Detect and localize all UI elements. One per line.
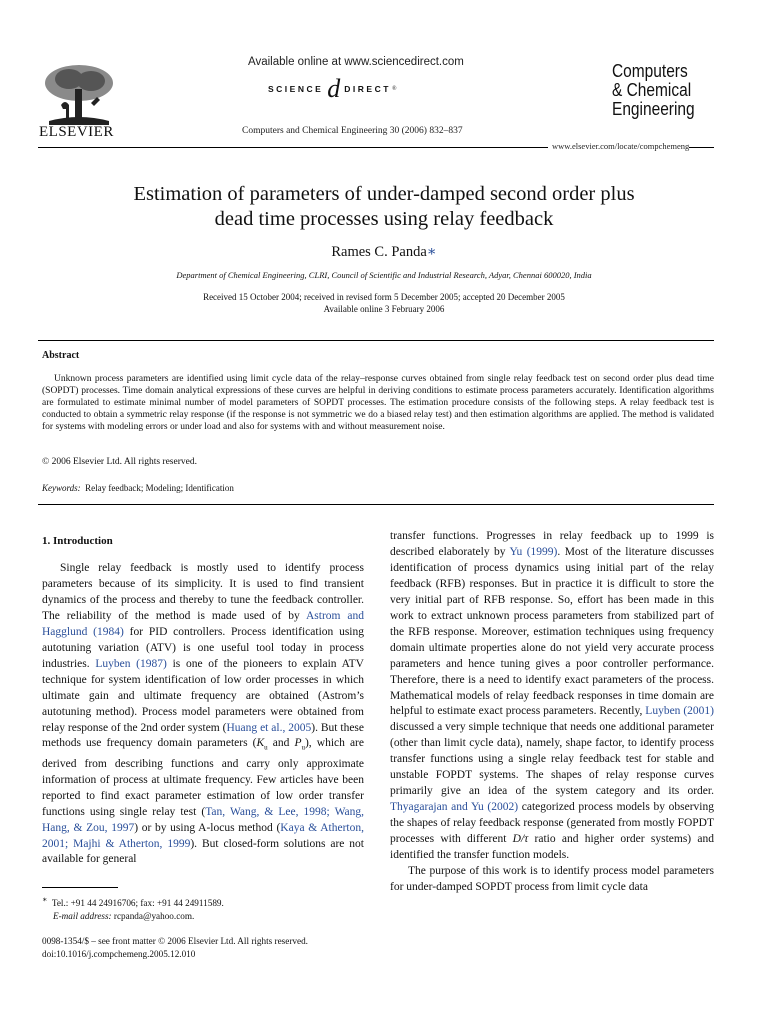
footnote-email-line bbox=[42, 910, 224, 923]
issn-doi-block bbox=[42, 935, 308, 961]
email-address[interactable]: rcpanda@yahoo.com. bbox=[113, 911, 195, 922]
sciencedirect-logo-mark: d bbox=[327, 74, 341, 103]
citation-link[interactable]: Thyagarajan and Yu (2002) bbox=[390, 801, 519, 814]
author-footnote bbox=[42, 893, 224, 923]
paper-title-line: dead time processes using relay feedback bbox=[214, 208, 554, 230]
author-name: Rames C. Panda bbox=[331, 244, 427, 260]
abstract-bottom-divider bbox=[38, 504, 714, 505]
paper-title-line: Estimation of parameters of under-damped second order plus bbox=[133, 183, 635, 205]
sciencedirect-logo-right: DIRECT bbox=[344, 84, 391, 94]
keywords-list: Relay feedback; Modeling; Identification bbox=[85, 483, 234, 493]
citation-link[interactable]: Huang et al., 2005 bbox=[226, 721, 312, 734]
citation-link[interactable]: Yu (1999) bbox=[509, 545, 558, 558]
left-column bbox=[42, 561, 364, 868]
keywords bbox=[42, 483, 234, 493]
footnote-mark: ∗ bbox=[42, 895, 48, 904]
article-dates bbox=[60, 291, 708, 315]
journal-title-line: Computers bbox=[612, 61, 688, 81]
received-dates: Received 15 October 2004; received in revised form 5 December 2005; accepted 20 December 2005 bbox=[203, 292, 565, 302]
citation-link[interactable]: Tan, Wang, & Lee, 1998; Wang, Hang, & Zou, 1997 bbox=[42, 805, 364, 834]
keywords-label: Keywords: bbox=[42, 483, 81, 493]
intro-paragraph: transfer functions. Progresses in relay feedback up to 1999 is described elaborately by Yu (1999). Most of the literature discusses identification of process dynamics using initial part of the relay feedback (RFB) responses. But in practice it is difficult to store the very initial part of RFB response. So, effort has been made in this work to extract unknown process parameters from stabilized part of the RFB response. Moreover, estimation techniques using frequency domain ultimate properties alone do not yield very accurate process parameters and hence tuning gives a poor controller performance. Therefore, there is a need to identify exact parameters of the process. Mathematical models of relay feedback responses in time domain are helpful to estimate exact process parameters. Recently, Luyben (2001) discussed a very simple technique that needs one additional parameter (other than limit cycle data), namely, shape factor, to identify process transfer functions using a single relay feedback test for stable and unstable FOPDT systems. The shapes of relay response curves primarily give an idea of the system category and its order. Thyagarajan and Yu (2002) categorized process models by observing the shapes of relay feedback response (generated from mostly FOPDT processes with different D/τ ratio and higher order systems) and identified the transfer function models. bbox=[390, 530, 714, 862]
citation-link[interactable]: Luyben (1987) bbox=[95, 657, 167, 670]
sciencedirect-logo-left: SCIENCE bbox=[268, 84, 324, 94]
abstract-text: Unknown process parameters are identified using limit cycle data of the relay–response curves obtained from single relay feedback test on second order plus dead time (SOPDT) processes. Time domain analytical expressions of these curves are helpful in deriving conditions to estimate process parameters accurately. Identification algorithms are formulated to estimate minimal number of model parameters of SOPDT processes. The estimation procedure consists of the following steps. A relay feedback test is conducted to obtain a symmetric relay response (if the response is not symmetric we do a biased relay test) and then estimation algorithms are applied. The method is validated for systems with modeling errors or under load and also for systems with and without measurement noise. bbox=[42, 374, 714, 432]
citation-link[interactable]: Luyben (2001) bbox=[645, 705, 714, 718]
online-date: Available online 3 February 2006 bbox=[323, 304, 445, 314]
journal-title-line: Engineering bbox=[612, 99, 695, 119]
citation-link[interactable]: Astrom and Hagglund (1984) bbox=[42, 609, 365, 638]
footnote-contact: ∗ Tel.: +91 44 24916706; fax: +91 44 24911589. bbox=[42, 895, 224, 909]
issn-line: 0098-1354/$ – see front matter © 2006 Elsevier Ltd. All rights reserved. bbox=[42, 936, 308, 946]
author-footnote-mark[interactable]: ∗ bbox=[426, 244, 437, 260]
abstract-copyright: © 2006 Elsevier Ltd. All rights reserved. bbox=[42, 457, 197, 467]
doi-line[interactable]: doi:10.1016/j.compchemeng.2005.12.010 bbox=[42, 949, 196, 959]
section-heading: 1. Introduction bbox=[42, 535, 113, 547]
abstract-body bbox=[42, 373, 714, 433]
citation-link[interactable]: Kaya & Atherton, 2001; Majhi & Atherton, 1999 bbox=[42, 821, 364, 850]
right-column bbox=[390, 529, 714, 896]
elsevier-tree-logo-icon bbox=[39, 58, 119, 130]
affiliation: Department of Chemical Engineering, CLRI, Council of Scientific and Industrial Research, Adyar, Chennai 600020, India bbox=[176, 270, 592, 280]
footnote-divider bbox=[42, 887, 118, 888]
email-label: E-mail address: bbox=[53, 911, 112, 922]
journal-url-link[interactable]: www.elsevier.com/locate/compchemeng bbox=[548, 141, 689, 151]
intro-paragraph: The purpose of this work is to identify process model parameters for under-damped SOPDT process from limit cycle data bbox=[390, 865, 714, 893]
sciencedirect-logo bbox=[268, 76, 438, 102]
journal-title-block bbox=[612, 62, 695, 119]
paper-title bbox=[60, 182, 708, 232]
journal-reference: Computers and Chemical Engineering 30 (2006) 832–837 bbox=[242, 126, 463, 136]
registered-mark: ® bbox=[391, 86, 397, 92]
intro-paragraph: Single relay feedback is mostly used to identify process parameters because of its simplicity. It is used to find transient dynamics of the process and thereby to tune the feedback controller. The reliability of the method is made used of by Astrom and Hagglund (1984) for PID controllers. Process identification using autotuning variation (ATV) is one useful tool today in process industries. Luyben (1987) is one of the pioneers to explain ATV technique for system identification of low order processes in which ultimate gain and ultimate frequency are obtained (Astrom’s autotuning method). Process model parameters were obtained from relay response of the 2nd order system (Huang et al., 2005). But these methods use frequency domain parameters ($K_u$ and $P_u$), which are derived from describing functions and carry only approximate information of process at ultimate frequency. Few articles have been reported to find exact parameter estimation of low order transfer functions using single relay test (Tan, Wang, & Lee, 1998; Wang, Hang, & Zou, 1997) or by using A-locus method (Kaya & Atherton, 2001; Majhi & Atherton, 1999). But closed-form solutions are not available for general bbox=[42, 562, 365, 866]
availability-notice: Available online at www.sciencedirect.com bbox=[248, 56, 464, 68]
publisher-name: ELSEVIER bbox=[39, 124, 114, 140]
author-line bbox=[60, 244, 708, 261]
journal-title-line: & Chemical bbox=[612, 80, 692, 100]
abstract-heading: Abstract bbox=[42, 350, 80, 361]
abstract-top-divider bbox=[38, 340, 714, 341]
